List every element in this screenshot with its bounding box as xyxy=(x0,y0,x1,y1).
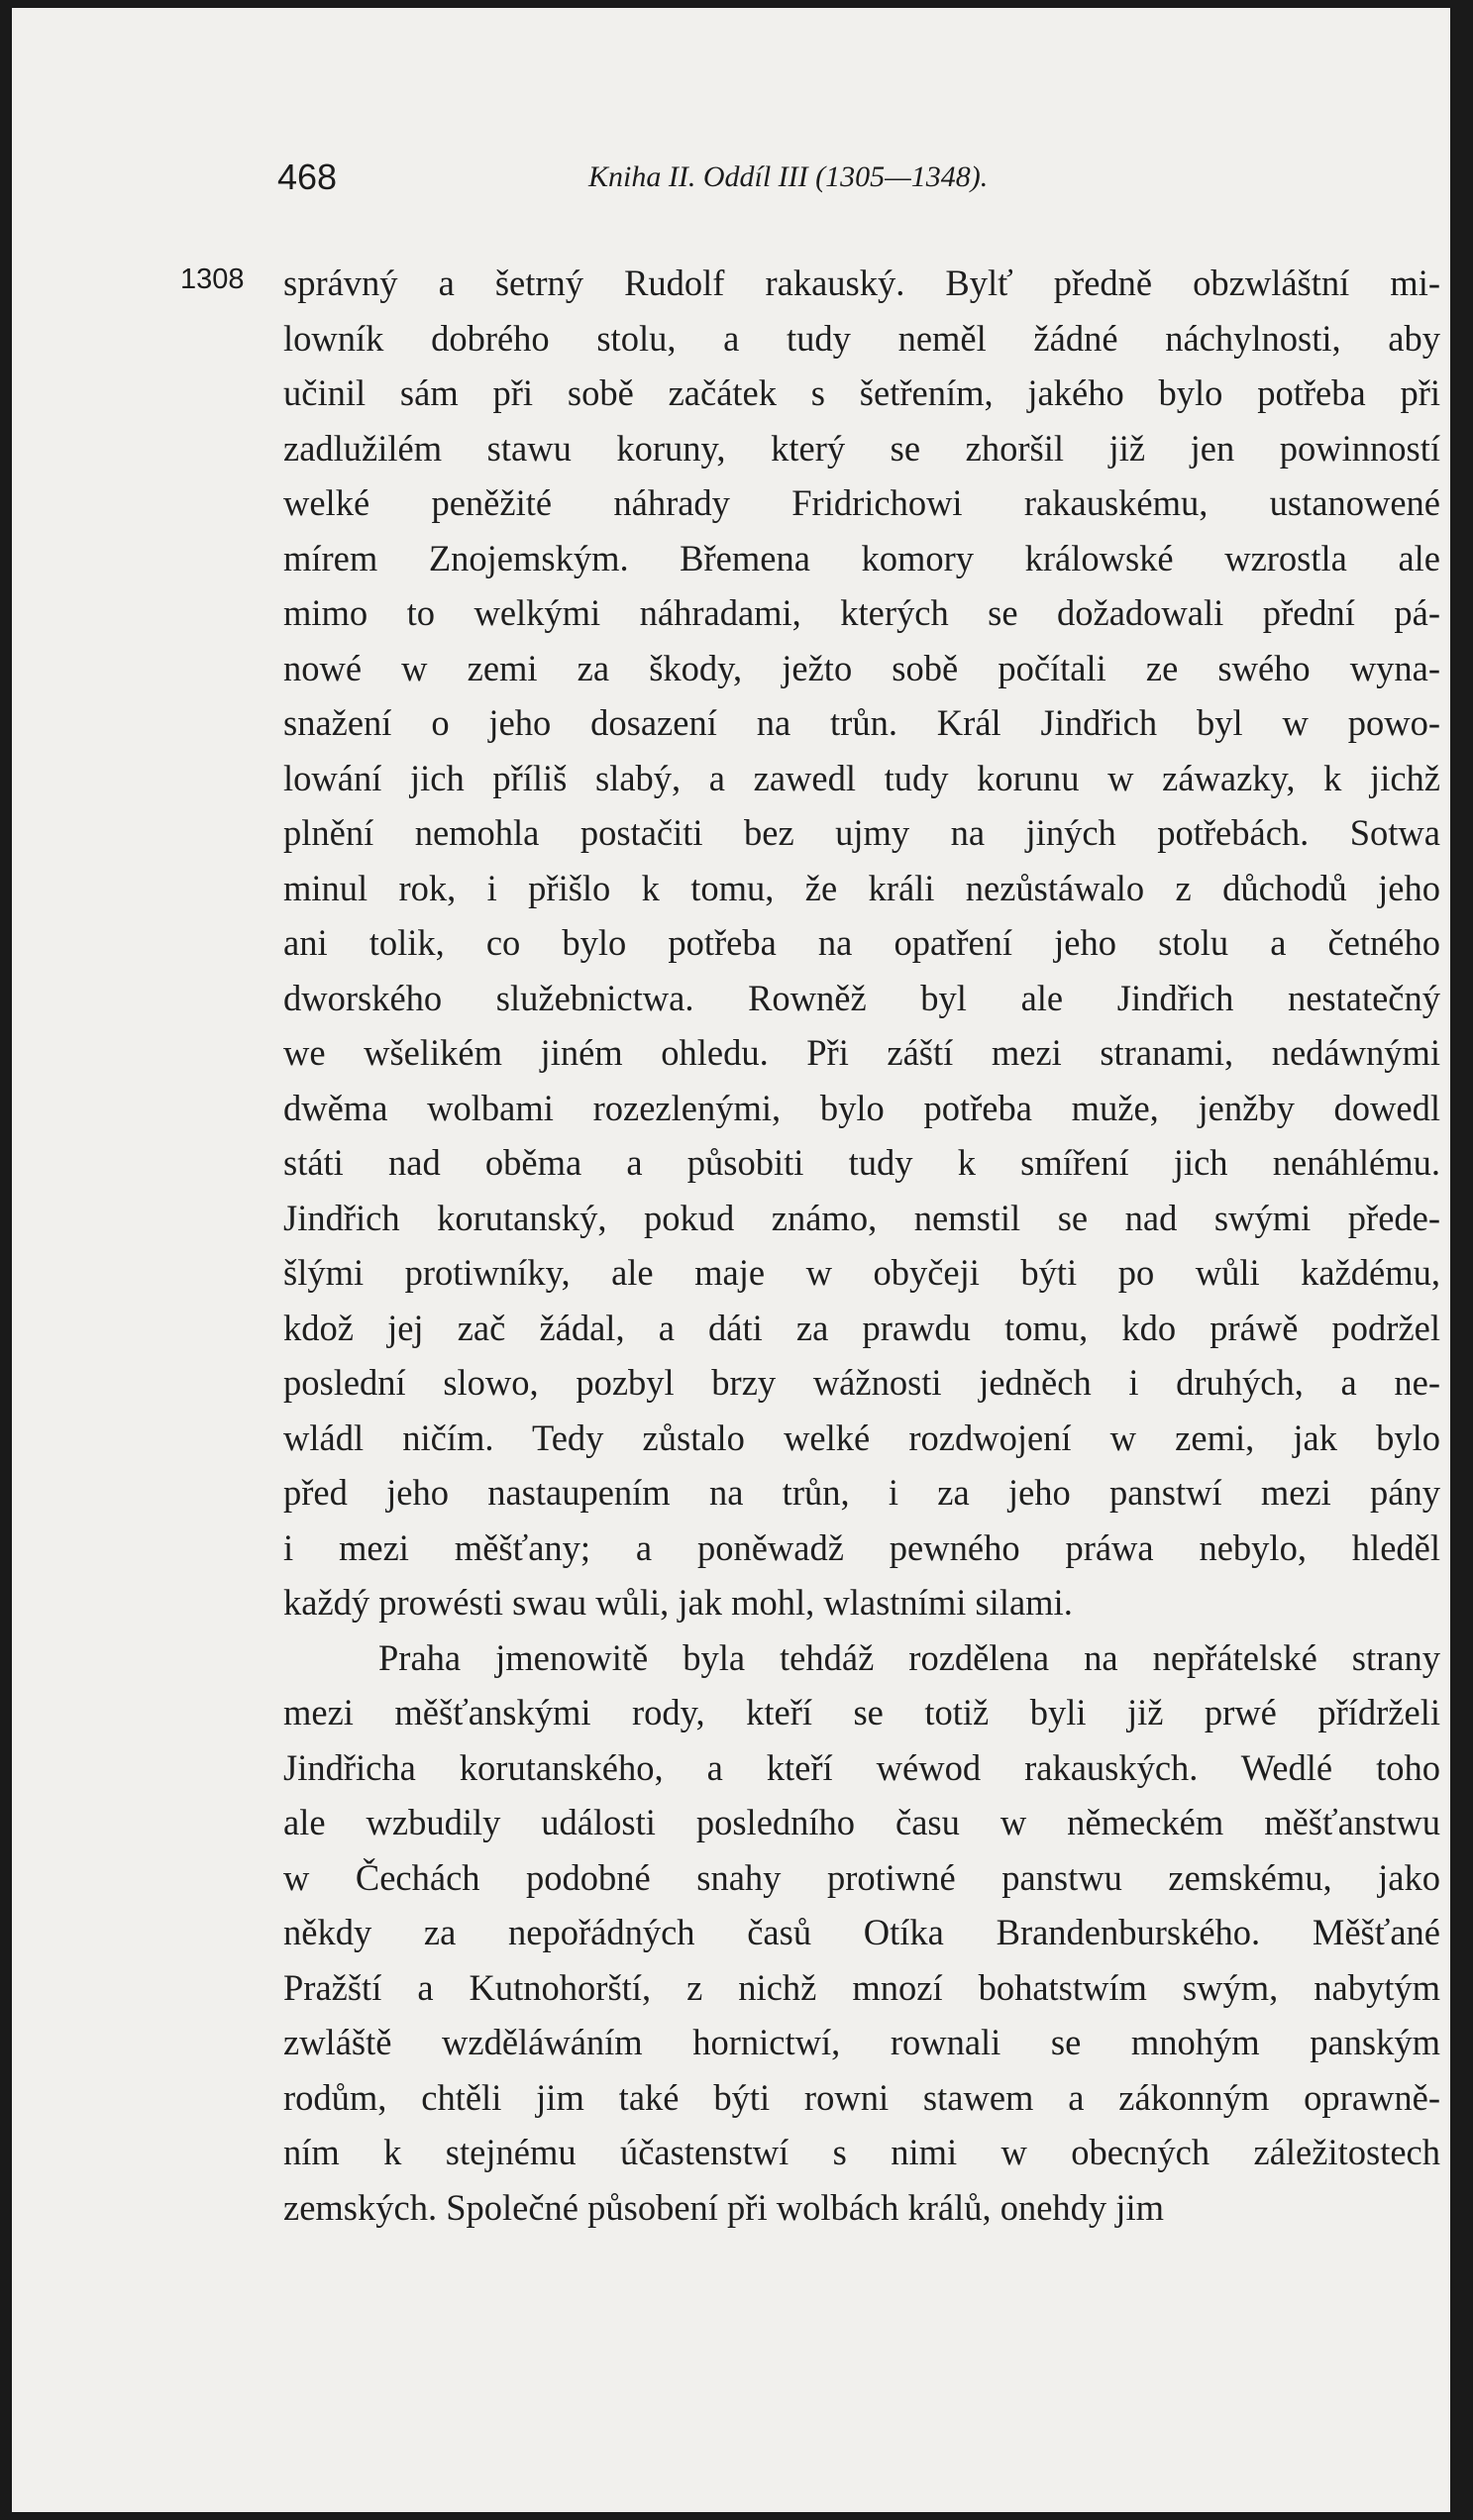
margin-year-note: 1308 xyxy=(180,263,245,295)
text-line: plnění nemohla postačiti bez ujmy na jiných potřebách. Sotwa xyxy=(283,812,1440,853)
page-number: 468 xyxy=(277,157,338,197)
text-line: poslední slowo, pozbyl brzy wážnosti jedněch i druhých, a ne- xyxy=(283,1362,1440,1403)
text-line: mezi měšťanskými rody, kteří se totiž byli již prwé přídrželi xyxy=(283,1692,1440,1732)
text-line: každý prowésti swau wůli, jak mohl, wlastními silami. xyxy=(283,1582,1073,1623)
text-line: ním k stejnému účastenstwí s nimi w obecných záležitostech xyxy=(283,2132,1440,2172)
text-line: před jeho nastaupením na trůn, i za jeho panstwí mezi pány xyxy=(283,1472,1440,1513)
page-header xyxy=(12,157,1450,216)
text-line: někdy za nepořádných časů Otíka Brandenburského. Měšťané xyxy=(283,1912,1440,1952)
paragraph-1 xyxy=(283,256,1440,1630)
text-line: lowník dobrého stolu, a tudy neměl žádné náchylnosti, aby xyxy=(283,317,1440,359)
text-line: wládl ničím. Tedy zůstalo welké rozdwojení w zemi, jak bylo xyxy=(283,1417,1440,1458)
text-line: snažení o jeho dosazení na trůn. Král Jindřich byl w powo- xyxy=(283,702,1440,743)
text-line: zwláště wzděláwáním hornictwí, rownali se mnohým panským xyxy=(283,2022,1440,2062)
text-line: we wšelikém jiném ohledu. Při záští mezi stranami, nedáwnými xyxy=(283,1032,1440,1073)
text-line: i mezi měšťany; a poněwadž pewného práwa nebylo, hleděl xyxy=(283,1526,1440,1568)
text-line: lowání jich příliš slabý, a zawedl tudy korunu w záwazky, k jichž xyxy=(283,757,1440,798)
text-line: ale wzbudily události posledního času w německém měšťanstwu xyxy=(283,1802,1440,1842)
text-line: Jindřicha korutanského, a kteří wéwod rakauských. Wedlé toho xyxy=(283,1746,1440,1788)
text-line: šlými protiwníky, ale maje w obyčeji býti po wůli každému, xyxy=(283,1252,1440,1293)
text-line: kdož jej zač žádal, a dáti za prawdu tomu, kdo práwě podržel xyxy=(283,1307,1440,1348)
text-line: dworského služebnictwa. Rowněž byl ale Jindřich nestatečný xyxy=(283,977,1440,1018)
paragraph-2 xyxy=(283,1630,1440,2236)
text-line: státi nad oběma a působiti tudy k smíření jich nenáhlému. xyxy=(283,1142,1440,1183)
text-line: mimo to welkými náhradami, kterých se dožadowali přední pá- xyxy=(283,592,1440,633)
text-line: Pražští a Kutnohorští, z nichž mnozí bohatstwím swým, nabytým xyxy=(283,1966,1440,2008)
book-page xyxy=(12,8,1450,2512)
text-line: minul rok, i přišlo k tomu, že králi nezůstáwalo z důchodů jeho xyxy=(283,867,1440,908)
text-line: nowé w zemi za škody, ježto sobě počítali ze swého wyna- xyxy=(283,647,1440,688)
running-title: Kniha II. Oddíl III (1305—1348). xyxy=(588,160,989,193)
text-line: welké peněžité náhrady Fridrichowi rakauskému, ustanowené xyxy=(283,482,1440,523)
text-line: správný a šetrný Rudolf rakauský. Bylť předně obzwláštní mi- xyxy=(283,262,1440,303)
text-line: zadlužilém stawu koruny, který se zhoršil již jen powinností xyxy=(283,427,1440,469)
body-text xyxy=(283,256,1440,2235)
text-line: Jindřich korutanský, pokud známo, nemstil se nad swými přede- xyxy=(283,1197,1440,1238)
text-line: w Čechách podobné snahy protiwné panstwu zemskému, jako xyxy=(283,1856,1440,1898)
text-line: zemských. Společné působení při wolbách králů, onehdy jim xyxy=(283,2186,1164,2228)
text-line: rodům, chtěli jim také býti rowni stawem a zákonným oprawně- xyxy=(283,2076,1440,2118)
text-line: dwěma wolbami rozezlenými, bylo potřeba muže, jenžby dowedl xyxy=(283,1087,1440,1128)
text-line: učinil sám při sobě začátek s šetřením, jakého bylo potřeba při xyxy=(283,372,1440,413)
text-line: ani tolik, co bylo potřeba na opatření jeho stolu a četného xyxy=(283,922,1440,963)
text-line: Praha jmenowitě byla tehdáž rozdělena na nepřátelské strany xyxy=(378,1636,1440,1678)
text-line: mírem Znojemským. Břemena komory králowské wzrostla ale xyxy=(283,537,1440,578)
